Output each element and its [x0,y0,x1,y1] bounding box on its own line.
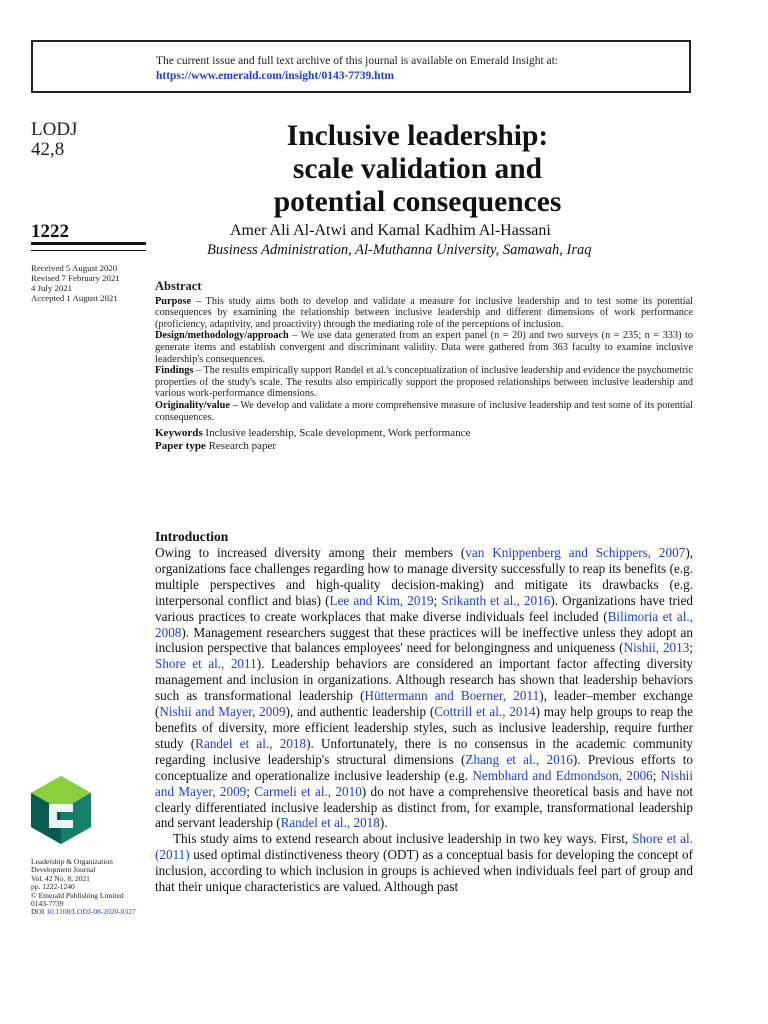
citation-link[interactable]: van Knippenberg and Schippers, 2007 [465,545,686,560]
citation-link[interactable]: Zhang et al., 2016 [465,751,573,767]
abstract-originality [155,400,693,423]
paragraph [155,545,693,831]
journal-volume: 42,8 [31,139,65,160]
emerald-logo [31,776,91,844]
paper-type-label: Paper type [155,439,206,452]
paragraph-text: ; [246,783,255,799]
purpose-text: – This study aims both to develop and validate a measure for inclusive leadership and to test some its potential consequences by examining the relationship between inclusive leadership and different dimensions of work performance (proficiency, adaptivity, and proactivity) through the mediating role of the perceptions of inclusion. [155,295,693,330]
paragraph-text: ), organizations face challenges regarding how to manage diversity successfully to reap its benefits (e.g. multiple perspectives and high-quality decision-making) and mitigate its drawbacks (e.g. interpersonal conflict and bias) ( [155,545,694,608]
paragraph-text: Owing to increased diversity among their members ( [155,545,466,560]
date-accepted: Accepted 1 August 2021 [31,293,118,303]
citation-link[interactable]: Nishii and Mayer, 2009 [155,767,694,799]
paper-title [205,120,630,219]
design-text: – We use data generated from an expert panel (n = 20) and two surveys (n = 235; n = 333) to generate items and establish convergent and discriminant validity. Data were gathered from 363 faculty to examine inclusive leadership's consequences. [155,330,693,365]
section-body [155,545,693,895]
paper-type-text: Research paper [205,439,277,452]
citation-link[interactable]: Randel et al., 2018 [195,735,307,751]
footer-line: Vol. 42 No. 8, 2021 [31,873,90,883]
page-number: 1222 [31,221,69,242]
paragraph-text: ). [379,815,388,831]
citation-link[interactable]: Shore et al. (2011) [155,831,693,863]
authors: Amer Ali Al-Atwi and Kamal Kadhim Al-Hassani [230,222,551,239]
paragraph-text: ). Leadership behaviors are considered an important factor affecting diversity management and inclusion in organizations. Although research has shown that leadership behaviors such as transformational leadership ( [155,656,693,704]
paragraph-text: ; [433,592,442,608]
citation-link[interactable]: Nishii, 2013 [623,640,690,656]
citation-link[interactable]: Nembhard and Edmondson, 2006 [472,767,653,783]
design-label: Design/methodology/approach [155,330,289,342]
paragraph-text: ) do not have a comprehensive theoretical basis and have not clearly differentiated inclusive leadership as distinct from, for example, transformational leadership and servant leadership ( [155,783,693,831]
title-line: potential consequences [273,186,562,218]
date-received: Received 5 August 2020 [31,263,118,273]
footer-line: Development Journal [31,865,96,875]
citation-link[interactable]: Shore et al., 2011 [155,656,257,672]
history-dates [31,263,120,303]
citation-link[interactable]: Srikanth et al., 2016 [441,592,551,608]
journal-banner [31,40,691,93]
findings-label: Findings [155,365,194,377]
paragraph-text: ), and authentic leadership ( [285,704,435,720]
doi-label: DOI [31,907,47,917]
title-line: Inclusive leadership: [286,120,549,152]
paper-type [155,441,693,453]
keywords [155,428,693,440]
journal-info [31,120,77,160]
affiliation: Business Administration, Al-Muthanna University, Samawah, Iraq [207,242,592,258]
paragraph-text: used optimal distinctiveness theory (ODT) as a conceptual basis for developing the concept of inclusion, according to which inclusion in groups is achieved when individuals feel part of group and that their unique characteristics are valued. Although past [155,847,693,895]
abstract [155,281,693,452]
citation-link[interactable]: Nishii and Mayer, 2009 [159,704,286,720]
paragraph-text: ). Management researchers suggest that these practices will be ineffective unless they adopt an inclusion perspective that balances employees' need for belongingness and uniqueness ( [155,624,693,656]
footer-line: 0143-7739 [31,899,64,909]
citation-link[interactable]: Randel et al., 2018 [280,815,380,831]
date-revised-2: 4 July 2021 [31,283,73,293]
divider-thin [31,250,146,251]
citation-link[interactable]: Bilimoria et al., 2008 [155,608,693,640]
citation-link[interactable]: Hüttermann and Boerner, 2011 [364,688,540,704]
citation-link[interactable]: Carmeli et al., 2010 [254,783,362,799]
paragraph-text: ). Previous efforts to conceptualize and operationalize inclusive leadership (e.g. [155,751,693,783]
date-revised: Revised 7 February 2021 [31,273,120,283]
footer-line: © Emerald Publishing Limited [31,890,124,900]
abstract-heading: Abstract [155,279,202,293]
abstract-purpose [155,296,693,331]
abstract-findings [155,365,693,400]
originality-label: Originality/value [155,399,230,411]
title-line: scale validation and [292,153,543,185]
paragraph-text: This study aims to extend research about inclusive leadership in two key ways. First, [173,831,633,847]
introduction-section [155,529,693,895]
footer-line: pp. 1222-1240 [31,882,75,892]
paragraph-text: ) may help groups to reap the benefits of diversity, more efficient leadership styles, such as inclusive leadership, require further study ( [155,704,693,751]
journal-abbr: LODJ [31,119,78,140]
citation-link[interactable]: Lee and Kim, 2019 [329,592,434,608]
banner-text: The current issue and full text archive of this journal is available on Emerald Insight at: [156,55,559,67]
paragraph-text: ; [689,640,693,656]
keywords-label: Keywords [155,427,203,440]
paragraph-text: ; [652,767,661,783]
citation-link[interactable]: Cottrill et al., 2014 [434,704,536,720]
divider-thick [31,242,146,245]
footer-line: Leadership & Organization [31,857,113,866]
doi-line [31,908,136,916]
paragraph [155,831,693,895]
paragraph-text: ). Organizations have tried various practices to create workplaces that make diverse individuals feel included ( [155,592,694,624]
findings-text: – The results empirically support Randel et al.'s conceptualization of inclusive leadership and evidence the psychometric properties of the study's scale. The results also empirically support the proposed relationships between inclusive leadership and various work-performance dimensions. [155,365,693,400]
section-heading: Introduction [155,529,229,544]
citation-footer [31,858,136,917]
abstract-design [155,330,693,365]
purpose-label: Purpose [155,295,192,307]
banner-link[interactable]: https://www.emerald.com/insight/0143-7739.htm [156,70,394,82]
doi-link[interactable]: 10.1108/LODJ-08-2020-0327 [46,907,136,917]
paragraph-text: ), leader–member exchange ( [155,688,693,720]
keywords-text: Inclusive leadership, Scale development, Work performance [202,427,471,440]
originality-text: – We develop and validate a more comprehensive measure of inclusive leadership and test some of its potential consequences. [155,399,693,423]
paragraph-text: ). Unfortunately, there is no consensus in the academic community regarding inclusive leadership's structural dimensions ( [155,735,694,767]
